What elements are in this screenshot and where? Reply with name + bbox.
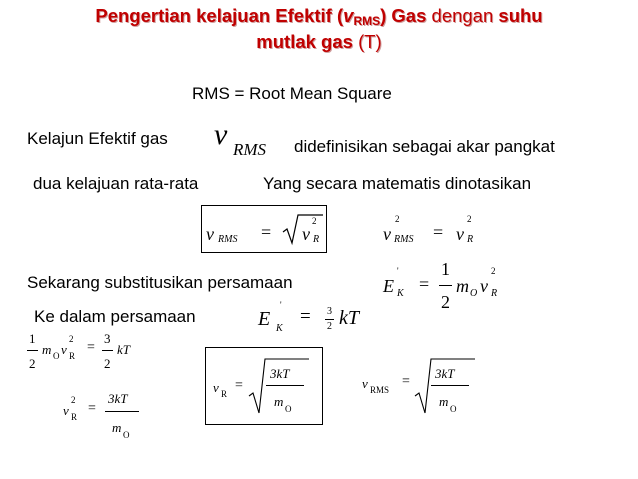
- title-text-part6: (T): [358, 31, 382, 52]
- eq4-E: E: [258, 308, 271, 330]
- rms-definition: RMS = Root Mean Square: [192, 84, 392, 103]
- title-text-part2: ) Gas: [380, 5, 427, 26]
- eq2-square: 2: [395, 214, 400, 224]
- slide-title: [0, 4, 638, 53]
- eq8-O-sub: O: [450, 404, 457, 414]
- eq4-fraction-bar: [325, 319, 334, 320]
- eq5-right-fraction-bar: [102, 350, 113, 351]
- eq4-kT: kT: [339, 307, 359, 329]
- line1-text-left: Kelajun Efektif gas: [27, 129, 168, 148]
- eq4-denominator: 2: [327, 321, 332, 332]
- eq5-R-sub: R: [69, 351, 76, 361]
- eq8-m: m: [439, 394, 449, 409]
- eq3-v: v: [480, 276, 488, 296]
- eq6-numerator: 3kT: [108, 391, 128, 406]
- eq5-right-denominator: 2: [104, 356, 111, 371]
- eq5-kT: kT: [117, 342, 130, 357]
- eq4-K-sub: K: [276, 323, 283, 334]
- eq6-fraction-bar: [105, 411, 139, 412]
- line1-rms-subscript: RMS: [233, 140, 267, 159]
- title-text-part4: suhu: [498, 5, 543, 26]
- eq4-equals: =: [300, 306, 311, 327]
- eq7-equals: =: [235, 378, 243, 393]
- eq7-v: v: [213, 380, 219, 395]
- eq8-equals: =: [402, 374, 410, 389]
- title-v-symbol: v: [343, 5, 354, 26]
- eq1-vr-sub: R: [313, 234, 320, 245]
- eq2-v: v: [383, 224, 391, 244]
- eq5-equals: =: [87, 340, 95, 355]
- eq5-left-numerator: 1: [29, 331, 36, 346]
- eq5-right-numerator: 3: [104, 331, 111, 346]
- eq2-equals: =: [433, 222, 444, 242]
- eq8-rms-sub: RMS: [370, 385, 390, 395]
- line4-text: Ke dalam persamaan: [34, 307, 196, 326]
- eq7-R-sub: R: [221, 389, 228, 399]
- title-text-part1: Pengertian kelajuan Efektif (: [95, 5, 344, 26]
- eq3-m: m: [456, 276, 469, 296]
- eq7-O-sub: O: [285, 404, 292, 414]
- eq3-E: E: [383, 276, 394, 296]
- eq2-vr-v: v: [456, 224, 464, 244]
- line1-v-symbol: v: [214, 118, 228, 151]
- eq1-equals: =: [261, 222, 272, 242]
- title-text-part3: dengan: [431, 5, 494, 26]
- eq3-fraction-bar: [439, 285, 452, 286]
- eq1-rms-sub: RMS: [218, 234, 238, 245]
- eq5-left-denominator: 2: [29, 356, 36, 371]
- eq6-v: v: [63, 403, 69, 418]
- line1-text-right: didefinisikan sebagai akar pangkat: [294, 137, 555, 156]
- eq7-numerator: 3kT: [270, 366, 290, 381]
- eq3-denominator: 2: [441, 292, 450, 312]
- eq1-v: v: [206, 224, 214, 244]
- eq3-equals: =: [419, 274, 430, 294]
- eq1-vr-square: 2: [312, 216, 317, 226]
- line3-text: Sekarang substitusikan persamaan: [27, 273, 293, 292]
- eq6-R-sub: R: [71, 412, 78, 422]
- eq4-prime: ': [280, 300, 282, 310]
- eq6-square: 2: [71, 395, 76, 405]
- eq2-vr-sub: R: [467, 234, 474, 245]
- eq3-prime: ': [397, 266, 399, 276]
- line2-text-left: dua kelajuan rata-rata: [33, 174, 199, 193]
- eq7-fraction-bar: [266, 385, 304, 386]
- eq7-m: m: [274, 394, 284, 409]
- eq6-equals: =: [88, 401, 96, 416]
- eq3-O-sub: O: [470, 288, 478, 299]
- eq8-numerator: 3kT: [435, 366, 455, 381]
- eq6-m: m: [112, 420, 122, 435]
- title-text-part5: mutlak gas: [256, 31, 353, 52]
- eq3-K-sub: K: [397, 288, 404, 299]
- eq5-v: v: [61, 342, 67, 357]
- eq6-O-sub: O: [123, 430, 130, 440]
- title-rms-subscript: RMS: [353, 14, 381, 28]
- eq3-numerator: 1: [441, 259, 450, 279]
- eq8-v: v: [362, 376, 368, 391]
- eq3-v-square: 2: [491, 266, 496, 276]
- eq2-vr-square: 2: [467, 214, 472, 224]
- eq1-vr-v: v: [302, 224, 310, 244]
- title-line-2: [0, 30, 638, 53]
- eq3-R-sub: R: [491, 288, 498, 299]
- eq8-fraction-bar: [431, 385, 469, 386]
- eq5-left-fraction-bar: [27, 350, 38, 351]
- title-line-1: [0, 4, 638, 30]
- eq4-numerator: 3: [327, 306, 332, 317]
- eq5-m: m: [42, 342, 52, 357]
- line2-text-right: Yang secara matematis dinotasikan: [263, 174, 532, 193]
- eq2-rms-sub: RMS: [394, 234, 414, 245]
- eq5-O-sub: O: [53, 351, 60, 361]
- eq5-v-square: 2: [69, 334, 74, 344]
